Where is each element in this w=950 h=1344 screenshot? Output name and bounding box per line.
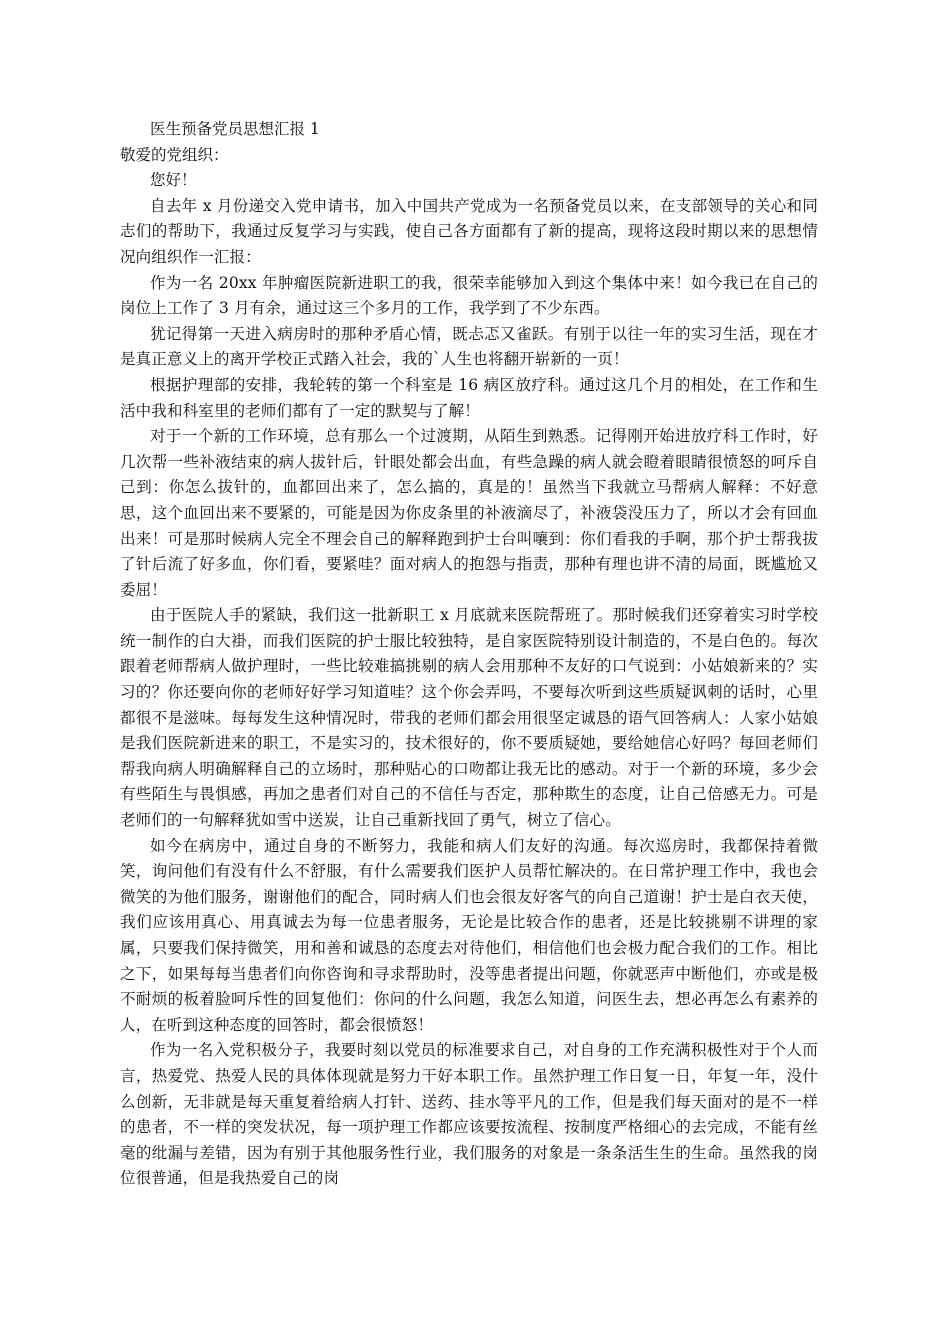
paragraph: 由于医院人手的紧缺，我们这一批新职工 x 月底就来医院帮班了。那时候我们还穿着实习时学校统一制作的白大褂，而我们医院的护士服比较独特，是自家医院特别设计制造的，不是白色的。每次跟着老师帮病人做护理时，一些比较难搞挑剔的病人会用那种不友好的口气说到：小姑娘新来的？实习的？你还要向你的老师好好学习知道哇？这个你会弄吗，不要每次听到这些质疑讽刺的话时，心里都很不是滋味。每每发生这种情况时，带我的老师们都会用很坚定诚恳的语气回答病人：人家小姑娘是我们医院新进来的职工，不是实习的，技术很好的，你不要质疑她，要给她信心好吗？每回老师们帮我向病人明确解释自己的立场时，那种贴心的口吻都让我无比的感动。对于一个新的环境，多少会有些陌生与畏惧感，再加之患者们对自己的不信任与否定，那种欺生的态度，让自己倍感无力。可是老师们的一句解释犹如雪中送炭，让自己重新找回了勇气，树立了信心。 — [120, 606, 818, 830]
paragraph: 如今在病房中，通过自身的不断努力，我能和病人们友好的沟通。每次巡房时，我都保持着微笑，询问他们有没有什么不舒服，有什么需要我们医护人员帮忙解决的。在日常护理工作中，我也会微笑的为他们服务，谢谢他们的配合，同时病人们也会很友好客气的向自己道谢！护士是白衣天使，我们应该用真心、用真诚去为每一位患者服务，无论是比较合作的患者，还是比较挑剔不讲理的家属，只要我们保持微笑，用和善和诚恳的态度去对待他们，相信他们也会极力配合我们的工作。相比之下，如果每每当患者们向你咨询和寻求帮助时，没等患者提出问题，你就恶声中断他们，亦或是极不耐烦的板着脸呵斥性的回复他们：你问的什么问题，我怎么知道，问医生去，想必再怎么有素养的人，在听到这种态度的回答时，都会很愤怒！ — [120, 836, 818, 1034]
salutation: 敬爱的党组织： — [120, 145, 229, 164]
paragraph: 自去年 x 月份递交入党申请书，加入中国共产党成为一名预备党员以来，在支部领导的关心和同志们的帮助下，我通过反复学习与实践，使自己各方面都有了新的提高，现将这段时期以来的思想情况向组织作一汇报： — [120, 196, 818, 266]
document-page — [120, 117, 818, 1192]
paragraph: 作为一名 20xx 年肿瘤医院新进职工的我，很荣幸能够加入到这个集体中来！如今我已在自己的岗位上工作了 3 月有余，通过这三个多月的工作，我学到了不少东西。 — [120, 273, 818, 318]
paragraph: 作为一名入党积极分子，我要时刻以党员的标准要求自己，对自身的工作充满积极性对于个人而言，热爱党、热爱人民的具体体现就是努力干好本职工作。虽然护理工作日复一日，年复一年，没什么创新，无非就是每天重复着给病人打针、送药、挂水等平凡的工作，但是我们每天面对的是不一样的患者，不一样的突发状况，每一项护理工作都应该要按流程、按制度严格细心的去完成，不能有丝毫的纰漏与差错，因为有别于其他服务性行业，我们服务的对象是一条条活生生的生命。虽然我的岗位很普通，但是我热爱自己的岗 — [120, 1041, 818, 1188]
paragraph: 犹记得第一天进入病房时的那种矛盾心情，既忐忑又雀跃。有别于以往一年的实习生活，现在才是真正意义上的离开学校正式踏入社会，我的`人生也将翻开崭新的一页！ — [120, 324, 818, 369]
greeting: 您好！ — [150, 171, 197, 190]
paragraph: 根据护理部的安排，我轮转的第一个科室是 16 病区放疗科。通过这几个月的相处，在工作和生活中我和科室里的老师们都有了一定的默契与了解！ — [120, 375, 818, 420]
paragraph: 对于一个新的工作环境，总有那么一个过渡期，从陌生到熟悉。记得刚开始进放疗科工作时，好几次帮一些补液结束的病人拔针后，针眼处都会出血，有些急躁的病人就会瞪着眼睛很愤怒的呵斥自己到：你怎么拔针的，血都回出来了，怎么搞的，真是的！虽然当下我就立马帮病人解释：不好意思，这个血回出来不要紧的，可能是因为你皮条里的补液滴尽了，补液袋没压力了，所以才会有回血出来！可是那时候病人完全不理会自己的解释跑到护士台叫嚷到：你们看我的手啊，那个护士帮我拔了针后流了好多血，你们看，要紧哇？面对病人的抱怨与指责，那种有理也讲不清的局面，既尴尬又委屈！ — [120, 427, 818, 599]
document-title: 医生预备党员思想汇报 1 — [150, 120, 320, 138]
